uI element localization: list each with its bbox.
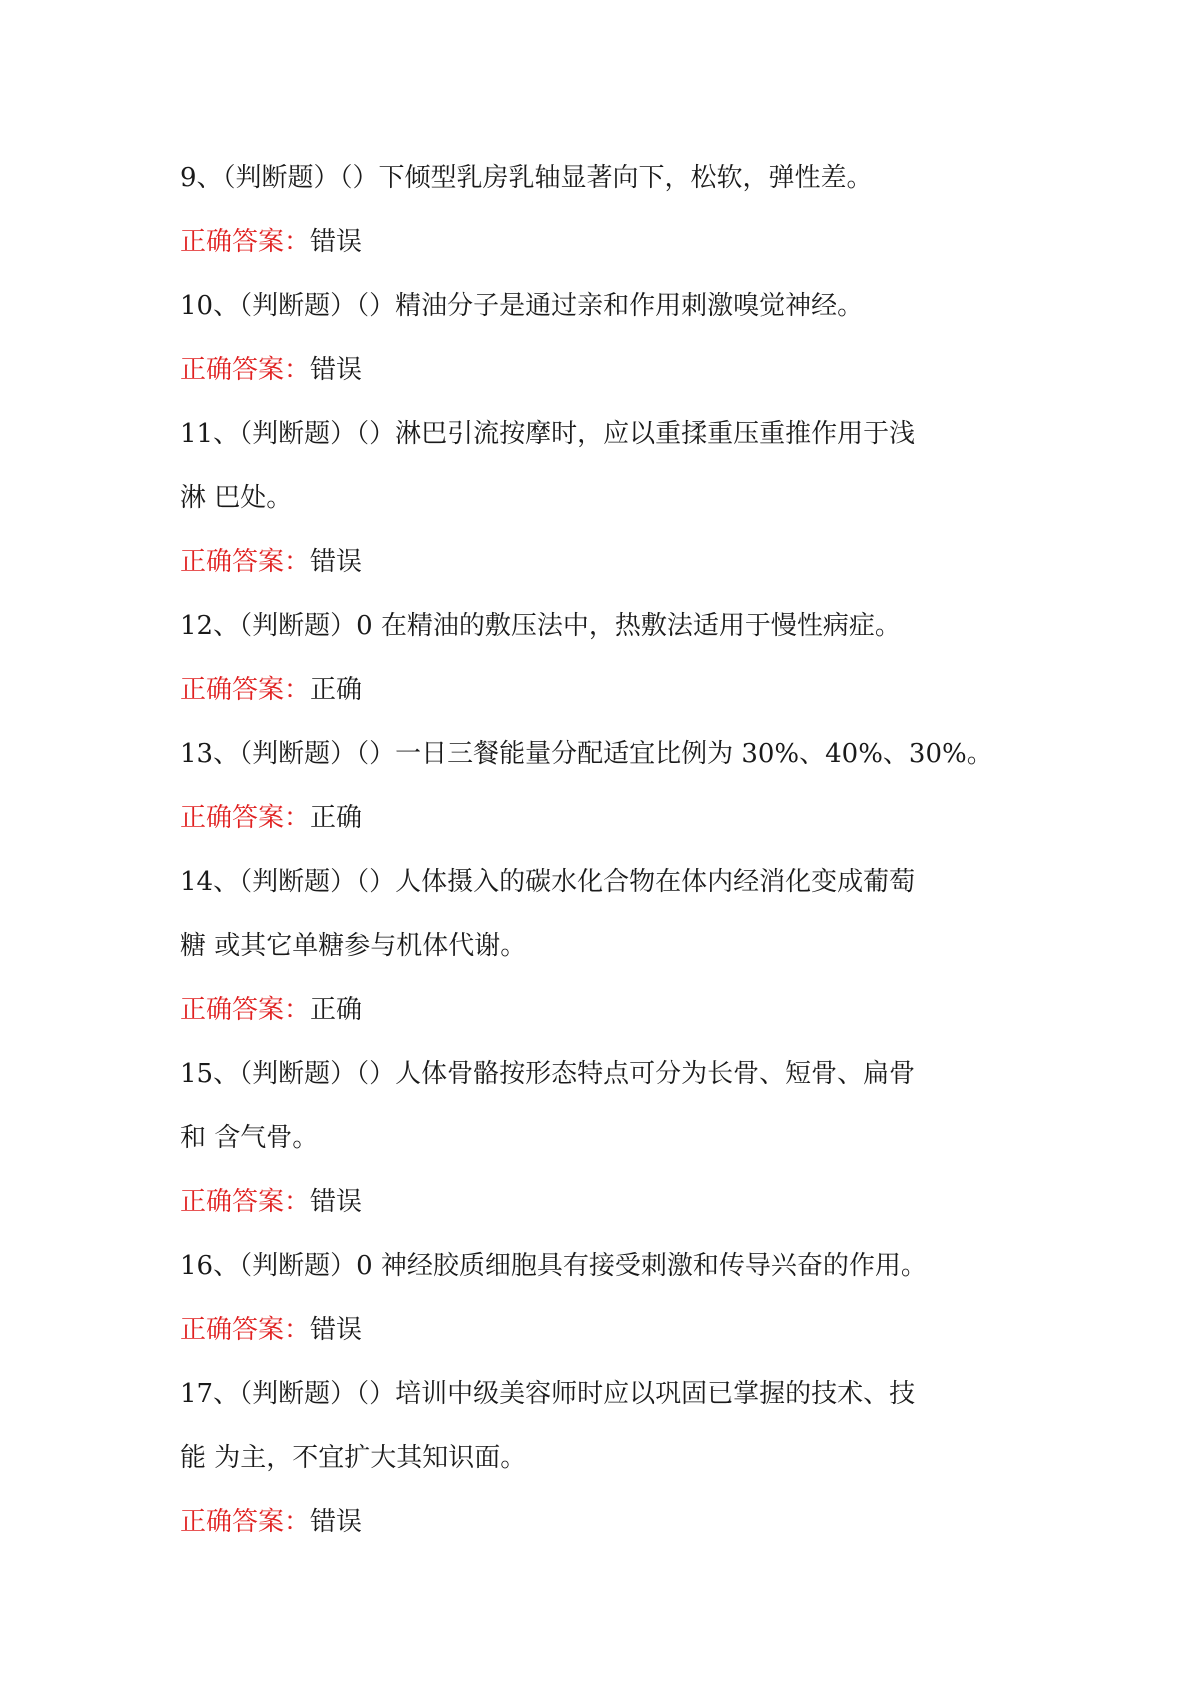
question-text-continued: 糖 或其它单糖参与机体代谢。 [180,931,527,961]
answer-line [180,1185,1010,1219]
answer-label: 正确答案： [180,675,311,705]
answer-value: 正确 [310,995,363,1025]
answer-value: 错误 [310,1187,363,1217]
answer-value: 错误 [310,227,363,257]
question-text-continued: 淋 巴处。 [180,483,293,513]
answer-line [180,225,1010,259]
answer-label: 正确答案： [180,803,311,833]
answer-value: 错误 [310,1507,363,1537]
answer-line [180,353,1010,387]
answer-line [180,1313,1010,1347]
answer-label: 正确答案： [180,547,311,577]
answer-line [180,673,1010,707]
answer-value: 错误 [310,355,363,385]
answer-line [180,1505,1010,1539]
question-text-continued: 能 为主，不宜扩大其知识面。 [180,1443,527,1473]
question-text: 9、（判断题）（）下倾型乳房乳轴显著向下，松软，弹性差。 [180,163,873,193]
question-text: 15、（判断题）（）人体骨骼按形态特点可分为长骨、短骨、扁骨 [180,1059,916,1089]
question-text-continued: 和 含气骨。 [180,1123,319,1153]
answer-value: 正确 [310,675,363,705]
answer-line [180,801,1010,835]
question-text: 17、（判断题）（）培训中级美容师时应以巩固已掌握的技术、技 [180,1379,916,1409]
question-text: 10、（判断题）（）精油分子是通过亲和作用刺激嗅觉神经。 [180,291,864,321]
question-text: 11、（判断题）（）淋巴引流按摩时，应以重揉重压重推作用于浅 [180,419,916,449]
answer-label: 正确答案： [180,227,311,257]
answer-line [180,545,1010,579]
answer-value: 正确 [310,803,363,833]
answer-value: 错误 [310,547,363,577]
question-text: 14、（判断题）（）人体摄入的碳水化合物在体内经消化变成葡萄 [180,867,916,897]
answer-label: 正确答案： [180,1187,311,1217]
question-text: 16、（判断题）0 神经胶质细胞具有接受刺激和传导兴奋的作用。 [180,1251,927,1281]
answer-value: 错误 [310,1315,363,1345]
answer-label: 正确答案： [180,1315,311,1345]
answer-label: 正确答案： [180,1507,311,1537]
answer-label: 正确答案： [180,355,311,385]
question-text: 12、（判断题）0 在精油的敷压法中，热敷法适用于慢性病症。 [180,611,901,641]
answer-label: 正确答案： [180,995,311,1025]
question-text: 13、（判断题）（）一日三餐能量分配适宜比例为 30%、40%、30%。 [180,739,993,769]
answer-line [180,993,1010,1027]
